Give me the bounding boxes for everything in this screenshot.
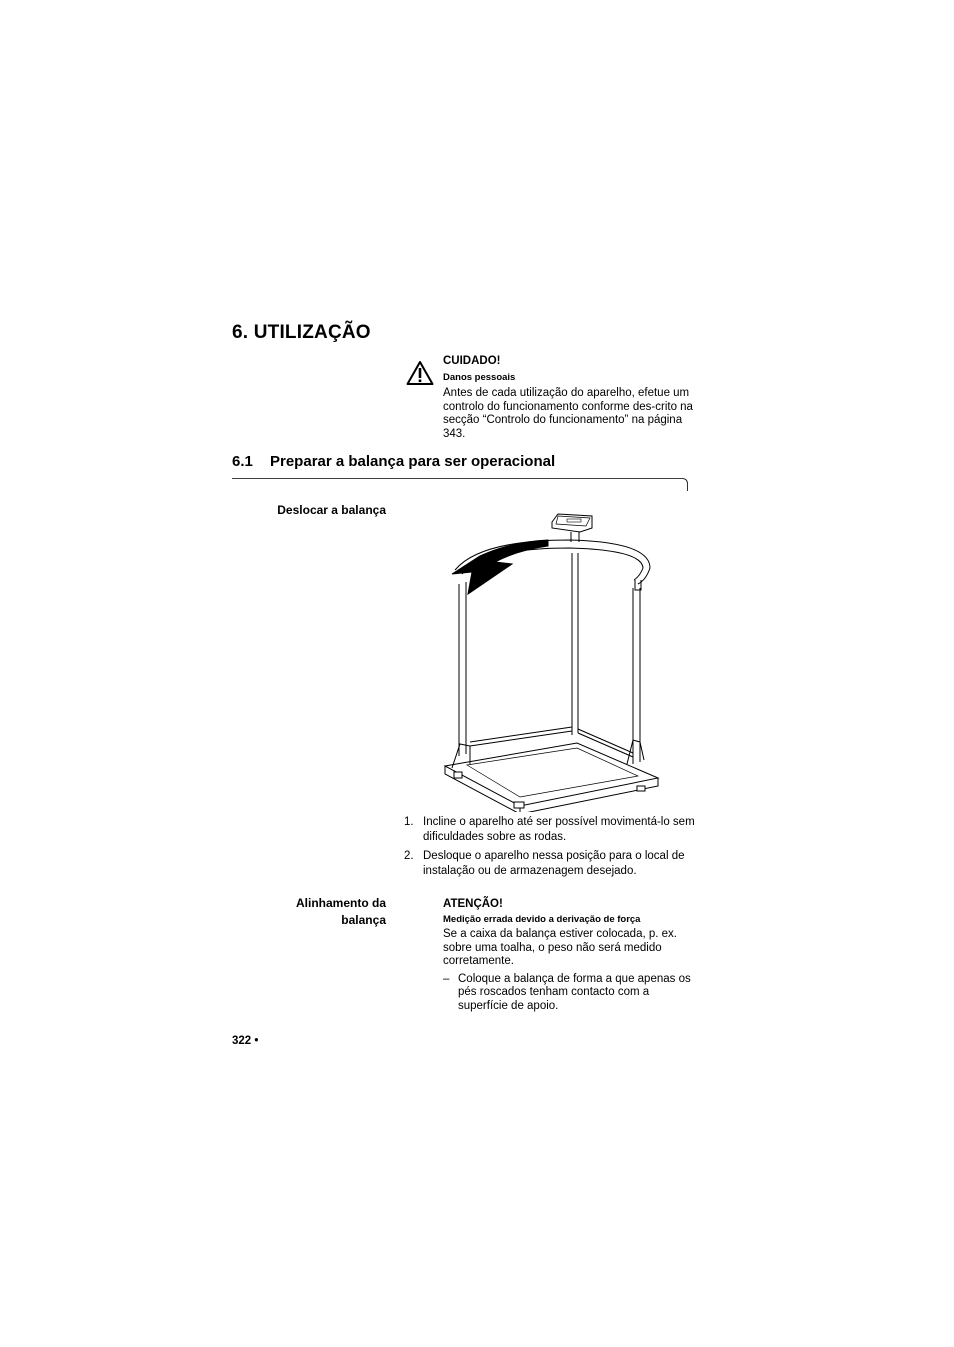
attention-notice (443, 898, 698, 1013)
scale-illustration (440, 510, 702, 812)
list-item: – Coloque a balança de forma a que apenas os pés roscados tenham contacto com a superfície de apoio. (443, 972, 691, 1012)
attention-title: ATENÇÃO! (443, 898, 503, 910)
heading-moving: Deslocar a balança (277, 503, 386, 517)
page-number: 322 • (232, 1035, 259, 1047)
display-unit (552, 514, 592, 542)
caution-body: Antes de cada utilização do aparelho, efetue um controlo do funcionamento conforme des-crito na secção “Controlo do funcionamento” na página 343. (443, 387, 693, 440)
section-title (232, 453, 555, 470)
section-title-text: Preparar a balança para ser operacional (270, 453, 556, 470)
moving-steps (404, 815, 704, 883)
caution-title: CUIDADO! (443, 355, 501, 367)
attention-subtitle: Medição errada devido a derivação de força (443, 913, 641, 925)
caution-notice (443, 355, 693, 441)
list-item: 2. Desloque o aparelho nessa posição para o local de instalação ou de armazenagem desejado. (404, 850, 685, 877)
heading-alignment: Alinhamento da balança (295, 896, 386, 927)
attention-body: Se a caixa da balança estiver colocada, p. ex. sobre uma toalha, o peso não será medido corretamente. (443, 928, 677, 967)
caution-subtitle: Danos pessoais (443, 371, 516, 383)
section-divider (232, 478, 688, 492)
list-item: 1. Incline o aparelho até ser possível movimentá-lo sem dificuldades sobre as rodas. (404, 816, 695, 843)
base-platform (445, 743, 658, 812)
warning-triangle-icon (406, 360, 434, 386)
chapter-title: 6. UTILIZAÇÃO (232, 322, 371, 343)
section-number: 6.1 (232, 453, 253, 470)
